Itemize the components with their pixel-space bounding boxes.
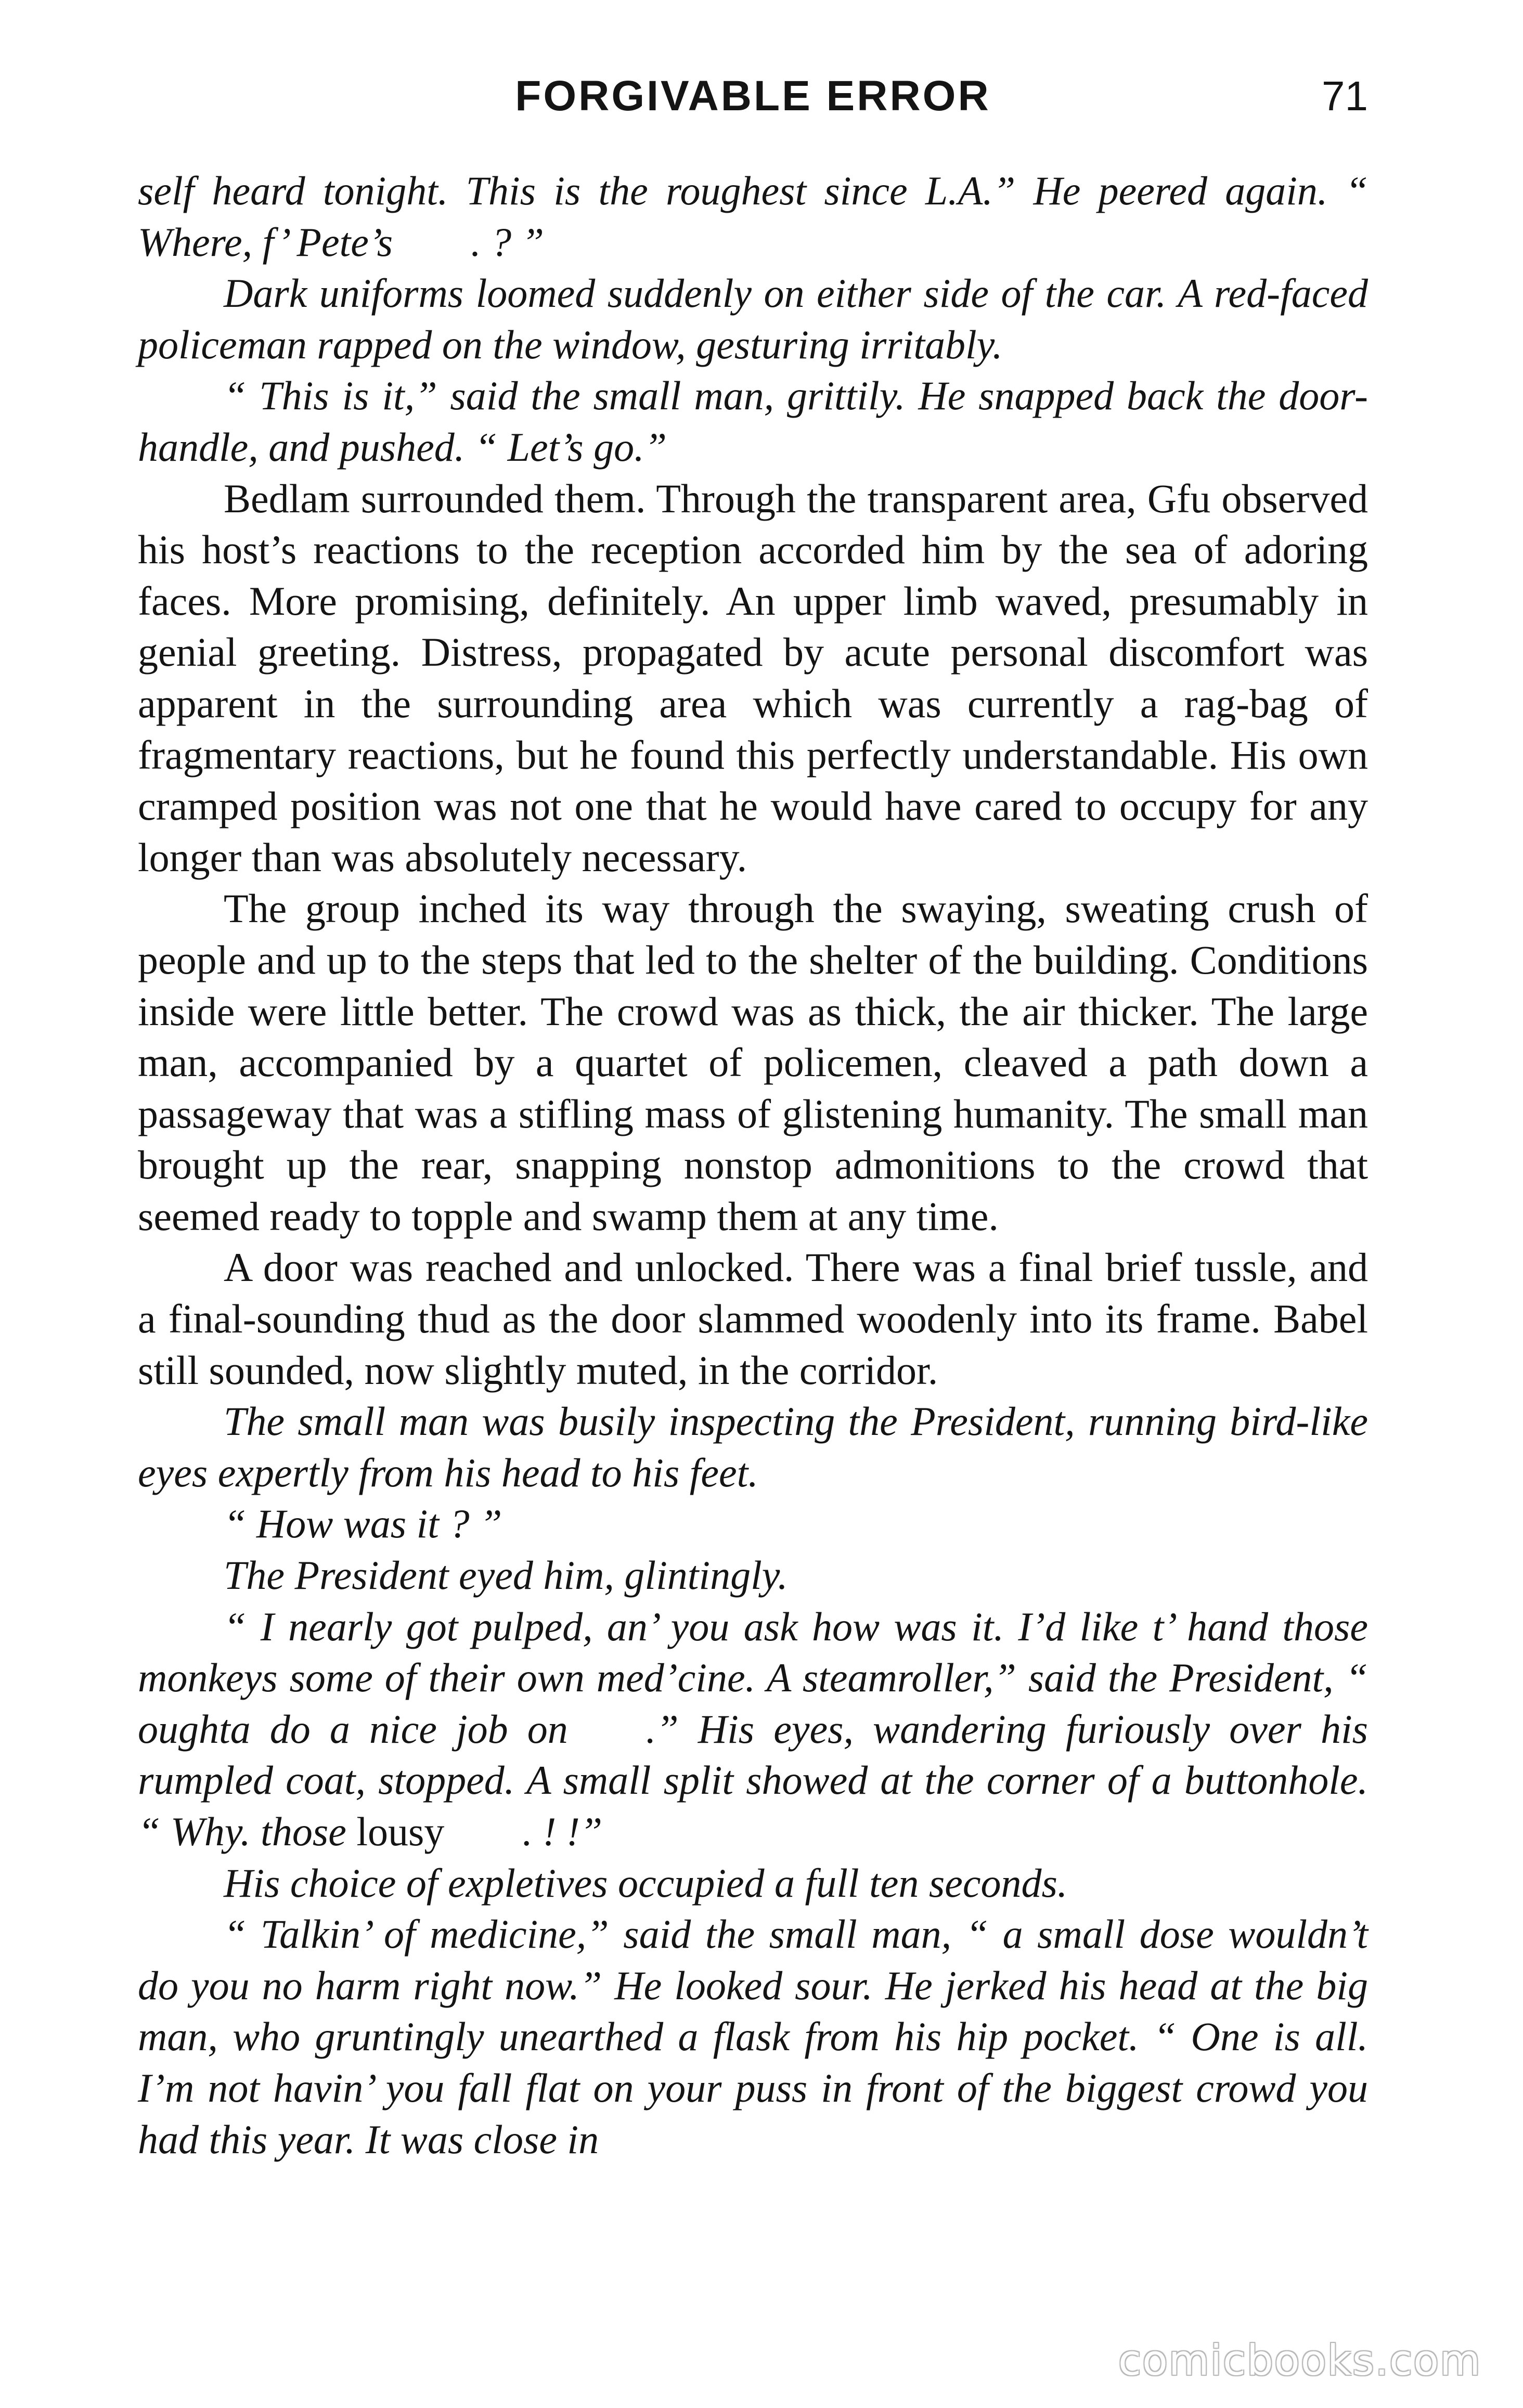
paragraph: The small man was busily inspecting the President, running bird-like eyes expertly from his head to his feet. <box>138 1399 1368 1495</box>
paragraph: Dark uniforms loomed suddenly on either side of the car. A red-faced policeman rapped on the window, gesturing irritably. <box>138 270 1368 367</box>
paragraph: The President eyed him, glintingly. <box>224 1552 788 1598</box>
running-head <box>138 68 1368 125</box>
paragraph: A door was reached and unlocked. There was a final brief tussle, and a final-sounding thud as the door slammed woodenly into its frame. Babel still sounded, now slightly muted, in the corridor. <box>138 1245 1368 1393</box>
paragraph-text: .” His eyes, wandering furiously over his rumpled coat, stopped. A small split showed at the corner of a buttonhole. “ Why. those <box>138 1706 1368 1854</box>
paragraph: “ This is it,” said the small man, grittily. He snapped back the door-handle, and pushed. “ Let’s go.” <box>138 373 1368 470</box>
watermark: comicbooks.com <box>1118 2336 1481 2385</box>
running-title: FORGIVABLE ERROR <box>515 72 991 120</box>
paragraph: “ Talkin’ of medicine,” said the small man, “ a small dose wouldn’t do you no harm right now.” He looked sour. He jerked his head at the big man, who gruntingly unearthed a flask from his hip pocket. “ One is all. I’m not havin’ you fall flat on your puss in front of the biggest crowd you had this year. It was close in <box>138 1911 1368 2162</box>
paragraph-continuation <box>138 165 1368 268</box>
paragraph-text: self heard tonight. This is the roughest since L.A.” He peered again. “ Where, f’ Pete’s <box>138 168 1368 265</box>
paragraph <box>138 1601 1368 1858</box>
paragraph: “ How was it ? ” <box>224 1501 502 1547</box>
paragraph-text: “ I nearly got pulped, an’ you ask how was it. I’d like t’ hand those monkeys some of their own med’cine. A steamroller,” said the President, “ oughta do a nice job on <box>138 1603 1368 1752</box>
page-number: 71 <box>1322 73 1368 119</box>
paragraph-text: lousy <box>356 1809 445 1854</box>
paragraph: Bedlam surrounded them. Through the transparent area, Gfu observed his host’s reactions to the reception accorded him by the sea of adoring faces. More promising, definitely. An upper limb waved, presumably in genial greeting. Distress, propagated by acute personal discomfort was apparent in the surrounding area which was currently a rag-bag of fragmentary reactions, but he found this perfectly understandable. His own cramped position was not one that he would have cared to occupy for any longer than was absolutely necessary. <box>138 475 1368 880</box>
paragraph: The group inched its way through the swaying, sweating crush of people and up to the steps that led to the shelter of the building. Conditions inside were little better. The crowd was as thick, the air thicker. The large man, accompanied by a quartet of policemen, cleaved a path down a passageway that was a stifling mass of glistening humanity. The small man brought up the rear, snapping nonstop admonitions to the crowd that seemed ready to topple and swamp them at any time. <box>138 886 1368 1239</box>
paragraph-text: . ? ” <box>471 219 545 265</box>
body-text <box>138 165 1368 2165</box>
paragraph-text: . ! !” <box>522 1809 603 1854</box>
paragraph: His choice of expletives occupied a full ten seconds. <box>224 1860 1068 1906</box>
